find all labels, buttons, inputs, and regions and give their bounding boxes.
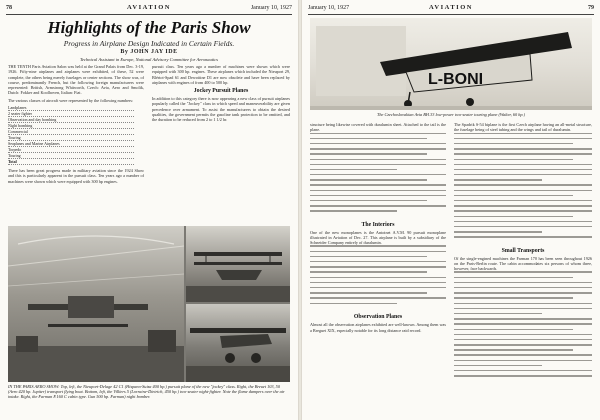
author-affiliation: Technical Assistant in Europe, National Advisory Committee for Aeronautics	[79, 57, 219, 62]
heading-interiors: The Interiors	[361, 221, 395, 228]
heading-jockey-pursuit: Jockey Pursuit Planes	[193, 88, 249, 95]
right-page	[302, 0, 600, 420]
right-issue-date: January 10, 1927	[308, 5, 350, 11]
small-transports-body-lines	[454, 271, 592, 381]
left-magazine-name: AVIATION	[127, 4, 171, 11]
article-byline: By JOHN JAY IDE	[120, 49, 178, 55]
class-table-row: Night bombing	[8, 123, 144, 129]
left-column-2	[152, 64, 290, 224]
interiors-paragraph: One of the new monoplanes is the Antoinet A.V.M. 90 pursuit monoplane illustrated in Aviation of Dec. 27. This airplane is built by a subsidiary of the Schneider Company entirely of duralumin.	[310, 229, 446, 246]
photo-night-bomber	[186, 304, 290, 382]
show-photo-grid	[8, 226, 290, 382]
plane-registration-marking: L-BONI	[428, 71, 484, 88]
photo-flying-boat	[186, 226, 290, 302]
right-magazine-name: AVIATION	[429, 4, 473, 11]
right-col1-body-lines	[310, 133, 446, 219]
right-page-number: 79	[588, 5, 594, 11]
jockey-paragraph: In addition to this category there is now appearing a new class of pursuit airplanes popularly called the "Jockey" class in which speed and maneuverability are given precedence over armament. To assist the manufacturers to obtain the desired qualities, the government permits the gasoline tank protection to be omitted, and the duration to be reduced from 2 to 1 1/2 hr.	[152, 96, 290, 123]
right-col2-intro: The Spadrik S-54 biplane is the first Czech airplane having an all-metal structure, the fuselage being of steel tubing and the wings and tail of duralumin.	[454, 122, 592, 133]
para-after-table: There has been great progress made in military aviation since the 1924 Show and this is particularly apparent in the pursuit class. Ten years ago a number of machines were shown which were equipped with 300 hp engines.	[8, 168, 144, 184]
right-column-2	[454, 122, 592, 414]
class-table-row: Touring	[8, 153, 144, 159]
class-table-row: 2 seater fighter	[8, 111, 144, 117]
class-table-row: Torpedo	[8, 147, 144, 153]
interiors-body-lines	[310, 245, 446, 311]
right-running-head	[308, 4, 594, 15]
class-table-row: Observation and day bombing	[8, 117, 144, 123]
col2-intro: pursuit class. Ten years ago a number of machines were shown which were equipped with 300 hp. engines. These airplanes which included the Nieuport 29, Blériot-Spad 61 and Dewoitine D1 are now obsolete and have been replaced by airplanes with engines of from 400 to 500 hp.	[152, 64, 290, 85]
left-column-1	[8, 64, 144, 224]
article-subtitle: Progress in Airplane Design Indicated in Certain Fields.	[63, 39, 235, 48]
left-page	[0, 0, 298, 420]
class-table-row: Commercial	[8, 129, 144, 135]
photo-exhibition-hall	[8, 226, 184, 382]
right-col1-intro: structure being likewise covered with duralumin sheet. Attached to the tail is the plane.	[310, 122, 446, 133]
left-running-head	[6, 4, 292, 15]
right-col2-body-lines	[454, 133, 592, 245]
small-transports-paragraph: Of the single-engined machines the Farman 170 has been seen throughout 1926 on the Paris-Berlin route. The cabin accommodates six persons of whom three, however, face backwards.	[454, 255, 592, 272]
photo-caption-right: The Czechoslovakian Avia BH.33 low-power two-seater touring plane (Walter, 60 hp.)	[376, 112, 526, 117]
class-table	[8, 105, 144, 165]
left-issue-date: January 10, 1927	[250, 5, 292, 11]
class-table-row: Total	[8, 159, 144, 165]
heading-observation-planes: Observation Planes	[353, 314, 403, 321]
observation-paragraph: Almost all the observation airplanes exhibited are well-known. Among them was a Breguet XIX, especially notable for its long distance raid record.	[310, 322, 446, 333]
left-page-number: 78	[6, 5, 12, 11]
class-table-row: Seaplanes and Marine Airplanes	[8, 141, 144, 147]
right-column-1	[310, 122, 446, 414]
photo-avia-plane	[310, 18, 592, 110]
intro-paragraph: THE TENTH Paris Aviation Salon was held at the Grand Palais from Dec. 3-19, 1926. Fifty-nine airplanes and airplanes were exhibited, of these, 52 were complete, the others being merely fuselages or center sections. The show was, of course, predominantly French, but the following foreign manufacturers were represented: British, Armstrong Whitworth, Czech: Avia, Aero and Smolik, Dutch: Fokker and Koolhoven, Italian: Fiat.	[8, 64, 144, 96]
intro-paragraph-2: The various classes of aircraft were represented by the following numbers:	[8, 97, 134, 103]
photo-caption-left: IN THE PARIS AERO SHOW: Top, left, the Nieuport-Delage 42 C1 (Hispano-Suiza 400 hp.) pursuit plane of the new "jockey" class. Right, the Breuet 103, 50 (Avro 420 hp. Jupiter) transport flying boat. Bottom, left, the Villiers 5 (Lorraine-Dietrich, 450 hp.) two-seater night-fighter. Note the flame dampers over the air intake. Right, the Farman F.160 C cabin type. Gun 500 hp. Farman) night bomber.	[8, 384, 285, 400]
heading-small-transports: Small Transports	[501, 247, 545, 254]
class-table-row: Landplanes	[8, 105, 144, 111]
article-title: Highlights of the Paris Show	[47, 18, 251, 37]
class-table-row: Touring	[8, 135, 144, 141]
